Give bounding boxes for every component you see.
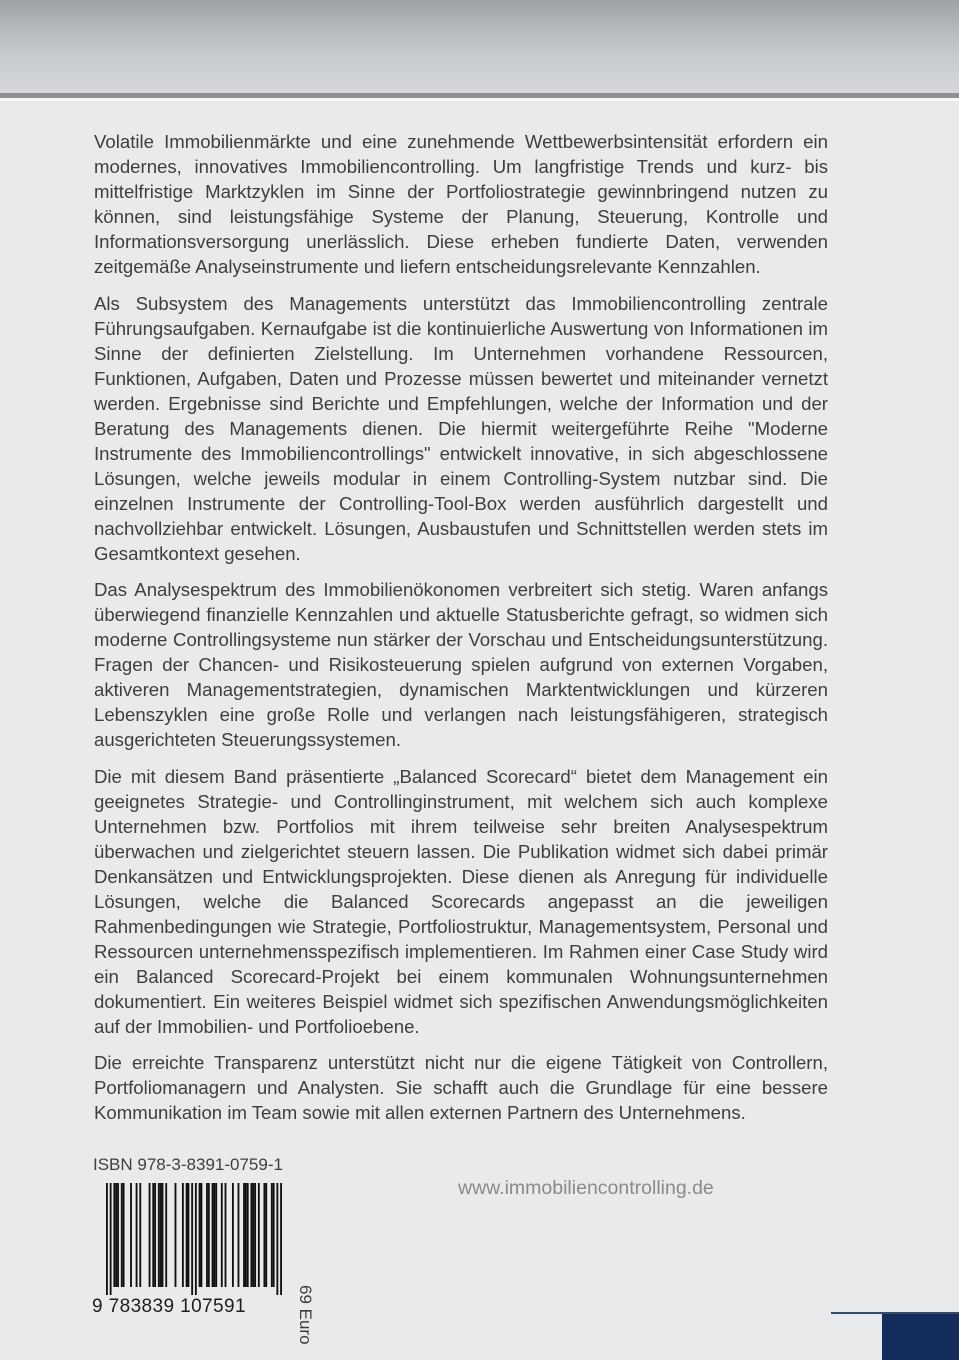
barcode-bar bbox=[215, 1183, 217, 1287]
barcode-bar bbox=[106, 1183, 108, 1295]
barcode-bar bbox=[152, 1183, 154, 1287]
barcode-bar bbox=[243, 1183, 245, 1287]
barcode-bar bbox=[254, 1183, 256, 1287]
paragraph-2: Als Subsystem des Managements unterstützt das Immobiliencontrolling zentrale Führungsaufgaben. Kernaufgabe ist die kontinuierliche Auswertung von Informationen im Sinne der definierten Zielstellung. Im Unternehmen vorhandene Ressourcen, Funktionen, Aufgaben, Daten und Prozesse müssen bewertet und miteinander vernetzt werden. Ergebnisse sind Berichte und Empfehlungen, welche der Information und der Beratung des Managements dienen. Die hiermit weitergeführte Reihe "Moderne Instrumente des Immobiliencontrollings" entwickelt innovative, in sich abgeschlossene Lösungen, welche jeweils modular in einem Controlling-System nutzbar sind. Die einzelnen Instrumente der Controlling-Tool-Box werden ausführlich dargestellt und nachvollziehbar entwickelt. Lösungen, Ausbaustufen und Schnittstellen werden stets im Gesamtkontext gesehen. bbox=[94, 292, 828, 564]
barcode-bar bbox=[200, 1183, 202, 1287]
barcode-bar bbox=[160, 1183, 162, 1287]
barcode-bar bbox=[276, 1183, 278, 1295]
paragraph-3: Das Analysespektrum des Immobilienökonomen verbreitert sich stetig. Waren anfangs überwiegend finanzielle Kennzahlen und aktuelle Statusberichte gefragt, so widmen sich moderne Controllingsysteme nun stärker der Vorschau und Entscheidungsunterstützung. Fragen der Chancen- und Risikosteuerung spielen aufgrund von externen Vorgaben, aktiveren Managementstrategien, dynamischen Marktentwicklungen und kürzeren Lebenszyklen eine große Rolle und verlangen nach leistungsfähigeren, strategisch ausgerichteten Steuerungssystemen. bbox=[94, 579, 828, 750]
barcode-bar bbox=[149, 1183, 151, 1287]
barcode-bar bbox=[158, 1183, 160, 1287]
paragraph-1: Volatile Immobilienmärkte und eine zunehmende Wettbewerbsintensität erfordern ein modernes, innovatives Immobiliencontrolling. Um langfristige Trends und kurz- bis mittelfristige Marktzyklen im Sinne der Portfoliostrategie gewinnbringend nutzen zu können, sind leistungsfähige Systeme der Planung, Steuerung, Kontrolle und Informationsversorgung unerlässlich. Diese erheben fundierte Daten, verwenden zeitgemäße Analyseinstrumente und liefern entscheidungsrelevante Kennzahlen. bbox=[94, 131, 828, 277]
website-link[interactable]: www.immobiliencontrolling.de bbox=[458, 1177, 714, 1199]
barcode-bar bbox=[213, 1183, 215, 1287]
barcode-bar bbox=[199, 1183, 201, 1287]
barcode-bar bbox=[280, 1183, 282, 1295]
back-cover-text bbox=[94, 129, 828, 1137]
corner-accent-block bbox=[882, 1314, 959, 1360]
barcode-bar bbox=[113, 1183, 115, 1287]
barcode-bar bbox=[232, 1183, 234, 1287]
barcode-bar bbox=[154, 1183, 156, 1287]
barcode-bar bbox=[238, 1183, 240, 1287]
barcode-bar bbox=[123, 1183, 125, 1287]
barcode-bar bbox=[225, 1183, 227, 1287]
barcode-bar bbox=[117, 1183, 119, 1287]
barcode-bar bbox=[273, 1183, 275, 1287]
header-band bbox=[0, 0, 959, 93]
barcode-bar bbox=[130, 1183, 132, 1287]
barcode-bar bbox=[186, 1183, 188, 1287]
barcode-bar bbox=[165, 1183, 167, 1287]
isbn-label: ISBN 978-3-8391-0759-1 bbox=[93, 1155, 283, 1174]
barcode-bar bbox=[247, 1183, 249, 1287]
barcode-bar bbox=[195, 1183, 197, 1295]
barcode-bar bbox=[258, 1183, 260, 1287]
barcode-digits: 9 783839 107591 bbox=[92, 1296, 246, 1317]
barcode-bar bbox=[263, 1183, 265, 1287]
barcode-bar bbox=[115, 1183, 117, 1287]
header-divider-highlight bbox=[0, 98, 959, 101]
barcode-bar bbox=[206, 1183, 208, 1287]
barcode-bar bbox=[251, 1183, 253, 1287]
barcode-bar bbox=[191, 1183, 193, 1295]
barcode bbox=[106, 1183, 282, 1295]
barcode-bar bbox=[208, 1183, 210, 1287]
price-label: 69 Euro bbox=[296, 1285, 315, 1345]
paragraph-5: Die erreichte Transparenz unterstützt nicht nur die eigene Tätigkeit von Controllern, Portfoliomanagern und Analysten. Sie schafft auch die Grundlage für eine bessere Kommunikation im Team sowie mit allen externen Partnern des Unternehmens. bbox=[94, 1052, 828, 1123]
barcode-bar bbox=[110, 1183, 112, 1295]
barcode-bar bbox=[175, 1183, 177, 1287]
barcode-bar bbox=[245, 1183, 247, 1287]
barcode-bar bbox=[271, 1183, 273, 1287]
barcode-bar bbox=[182, 1183, 184, 1287]
barcode-bar bbox=[139, 1183, 141, 1287]
barcode-bar bbox=[121, 1183, 123, 1287]
barcode-bar bbox=[252, 1183, 254, 1287]
barcode-bar bbox=[136, 1183, 138, 1287]
barcode-bar bbox=[221, 1183, 223, 1287]
barcode-bar bbox=[162, 1183, 164, 1287]
barcode-bar bbox=[212, 1183, 214, 1287]
barcode-bar bbox=[265, 1183, 267, 1287]
paragraph-4: Die mit diesem Band präsentierte „Balanced Scorecard“ bietet dem Management ein geeignetes Strategie- und Controllinginstrument, mit welchem sich auch komplexe Unternehmen bzw. Portfolios mit ihrem teilweise sehr breiten Analysespektrum überwachen und zielgerichtet steuern lassen. Die Publikation widmet sich dabei primär Denkansätzen und Entwicklungsprojekten. Diese dienen als Anregung für individuelle Lösungen, welche die Balanced Scorecards angepasst an die jeweiligen Rahmenbedingungen wie Strategie, Portfoliostruktur, Managementsystem, Personal und Ressourcen unternehmensspezifisch implementieren. Im Rahmen einer Case Study wird ein Balanced Scorecard-Projekt bei einem kommunalen Wohnungsunternehmen dokumentiert. Ein weiteres Beispiel widmet sich spezifischen Anwendungsmöglichkeiten auf der Immobilien- und Portfolioebene. bbox=[94, 765, 828, 1037]
barcode-bar bbox=[188, 1183, 190, 1287]
